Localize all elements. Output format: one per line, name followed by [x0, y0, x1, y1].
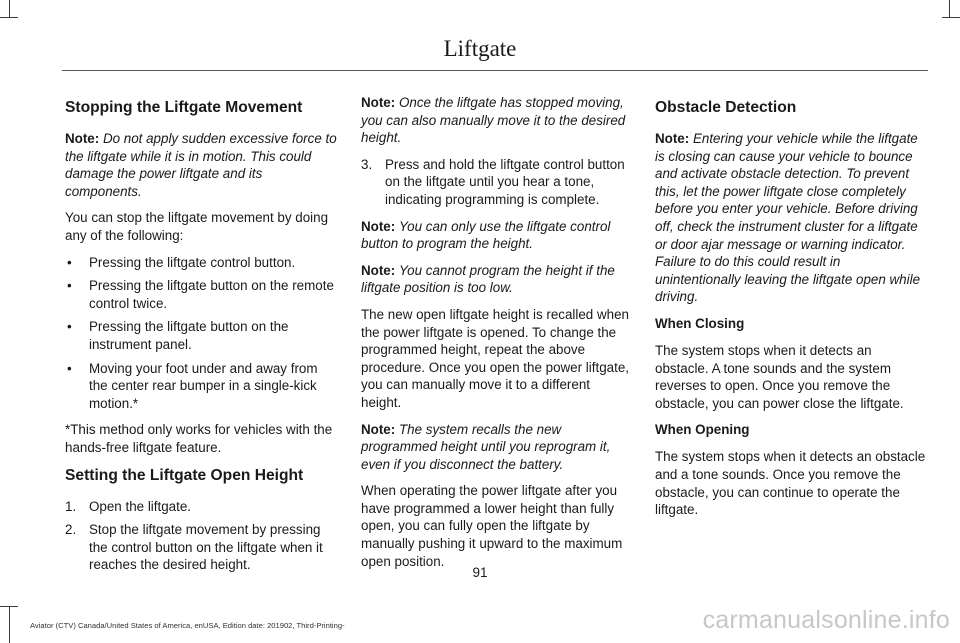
column-right: [655, 94, 927, 528]
paragraph-when-closing: The system stops when it detects an obstacle. A tone sounds and the system reverses to open. Once you remove the obstacle, you can power close the liftgate.: [655, 342, 904, 411]
note-control-button-only: [361, 218, 633, 253]
note-entering-vehicle: [655, 130, 927, 306]
chapter-title: Liftgate: [443, 36, 517, 61]
note-label: Note:: [361, 95, 396, 110]
step-number: 1.: [65, 498, 77, 514]
crop-mark: [949, 0, 950, 18]
setting-steps-list-cont: [361, 156, 633, 209]
step-item: [361, 156, 633, 209]
bullet-mark: •: [67, 278, 72, 294]
note-text: You can only use the liftgate control button to program the height.: [361, 218, 611, 252]
note-text: Once the liftgate has stopped moving, you can also manually move it to the desired height.: [361, 95, 626, 146]
note-text: The system recalls the new programmed height until you reprogram it, even if you disconnect the battery.: [361, 421, 611, 472]
note-text: Do not apply sudden excessive force to the liftgate while it is in motion. This could damage the power liftgate and its components.: [65, 131, 337, 199]
header-rule: [62, 70, 928, 71]
crop-mark: [9, 606, 10, 643]
paragraph-footnote: *This method only works for vehicles with the hands-free liftgate feature.: [65, 422, 333, 455]
paragraph-operating-lower-height: When operating the power liftgate after you have programmed a lower height than fully open, you can fully open the liftgate by manually pushing it upward to the maximum open position.: [361, 483, 623, 569]
note-position-too-low: [361, 262, 633, 297]
note-excessive-force: [65, 130, 337, 200]
list-item: [65, 360, 337, 413]
setting-steps-list: [65, 498, 337, 574]
step-text: Stop the liftgate movement by pressing the control button on the liftgate when it reaches the desired height.: [89, 522, 323, 573]
list-item-text: Moving your foot under and away from the center rear bumper in a single-kick motion.*: [89, 360, 318, 411]
list-item: [65, 318, 337, 353]
note-text: Entering your vehicle while the liftgate is closing can cause your vehicle to bounce and activate obstacle detection. To prevent this, let the power liftgate close completely before you enter your vehicle. Before driving off, check the instrument cluster for a liftgate or door ajar message or warning indicator. Failure to do this could result in unintentionally leaving the liftgate open while driving.: [655, 131, 921, 305]
list-item-text: Pressing the liftgate control button.: [89, 254, 296, 270]
step-number: 2.: [65, 522, 77, 538]
heading-stopping-liftgate: Stopping the Liftgate Movement: [65, 99, 303, 116]
heading-setting-open-height: Setting the Liftgate Open Height: [65, 466, 304, 484]
list-item-text: Pressing the liftgate button on the remote control twice.: [89, 278, 334, 311]
watermark: carmanualsonline.info: [702, 606, 950, 634]
column-middle: [361, 94, 633, 579]
paragraph-new-height: The new open liftgate height is recalled when the power liftgate is opened. To change the programmed height, repeat the above procedure. Once you open the power liftgate, you can manually move it to a different height.: [361, 306, 629, 410]
bullet-mark: •: [67, 254, 72, 270]
note-label: Note:: [655, 131, 690, 146]
note-label: Note:: [361, 218, 396, 234]
heading-obstacle-detection: Obstacle Detection: [655, 99, 797, 116]
crop-mark: [942, 17, 960, 18]
list-item-text: Pressing the liftgate button on the instrument panel.: [89, 319, 289, 352]
step-number: 3.: [361, 156, 373, 172]
note-system-recalls: [361, 421, 633, 474]
list-item: [65, 254, 337, 272]
note-manual-move: [361, 94, 633, 147]
list-item: [65, 277, 337, 312]
step-item: [65, 498, 337, 516]
crop-mark: [0, 606, 18, 607]
step-text: Open the liftgate.: [89, 498, 191, 514]
note-text: You cannot program the height if the liftgate position is too low.: [361, 262, 615, 296]
note-label: Note:: [361, 421, 396, 437]
column-left: [65, 94, 337, 583]
heading-when-opening: When Opening: [655, 422, 750, 438]
note-label: Note:: [65, 131, 100, 146]
crop-mark: [9, 0, 10, 18]
stop-methods-list: [65, 254, 337, 413]
note-label: Note:: [361, 262, 396, 278]
step-text: Press and hold the liftgate control button on the liftgate until you hear a tone, indicating programming is complete.: [385, 156, 625, 207]
heading-when-closing: When Closing: [655, 315, 745, 331]
edition-footer: Aviator (CTV) Canada/United States of America, enUSA, Edition date: 201902, Third-Printing-: [30, 621, 345, 630]
crop-mark: [0, 17, 18, 18]
bullet-mark: •: [67, 319, 72, 335]
paragraph-when-opening: The system stops when it detects an obstacle and a tone sounds. Once you remove the obstacle, you can continue to operate the liftgate.: [655, 449, 926, 518]
paragraph-stop-options: You can stop the liftgate movement by doing any of the following:: [65, 210, 329, 243]
bullet-mark: •: [67, 360, 72, 376]
page-number: 91: [472, 565, 488, 580]
